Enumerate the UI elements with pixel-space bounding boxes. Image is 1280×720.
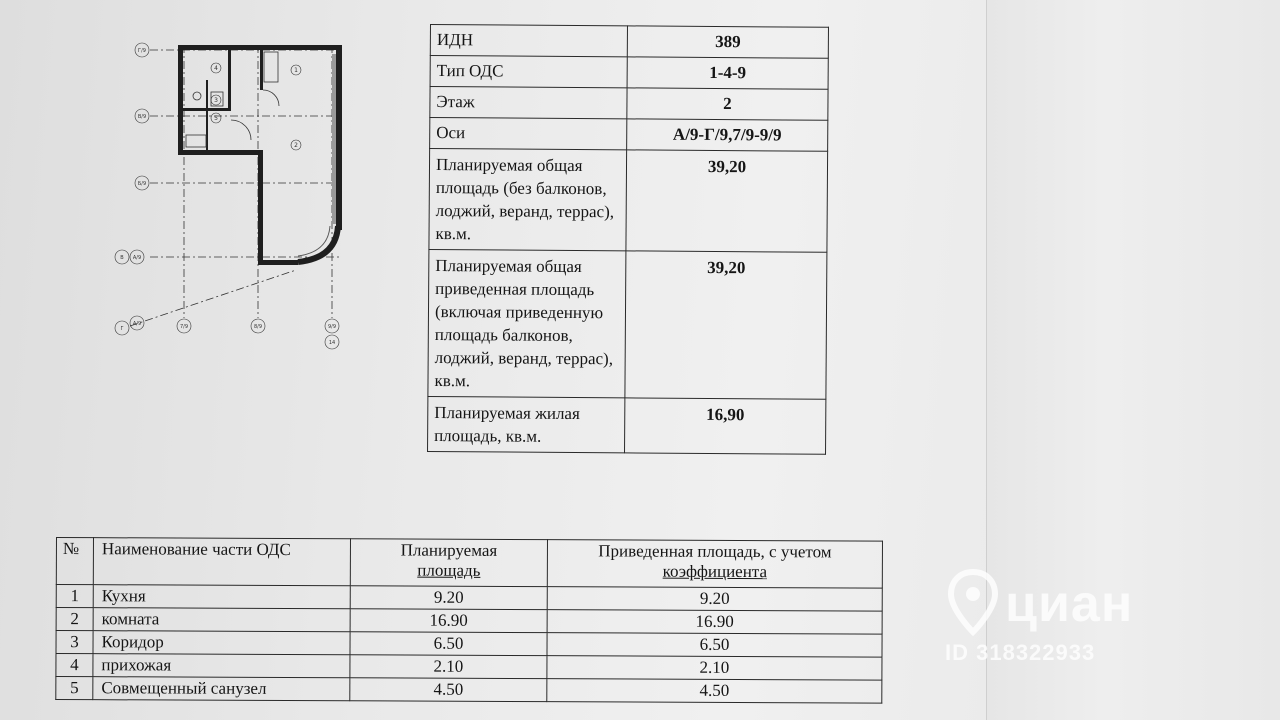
axis-label-b: Б/9 [137, 181, 147, 187]
info-row-floor [430, 87, 828, 121]
room-number-4: 4 [214, 65, 218, 72]
axis-label-14: 14 [328, 340, 336, 346]
apartment-info-table [427, 24, 829, 455]
row-number: 5 [56, 677, 93, 700]
info-label: Оси [430, 118, 627, 150]
column-header-area [350, 539, 547, 587]
header-area-line1: Планируемая [400, 540, 498, 560]
info-label: Этаж [430, 87, 627, 119]
info-label: Планируемая жилая площадь, кв.м. [428, 396, 625, 452]
row-number: 2 [56, 608, 93, 631]
watermark-listing-id: ID 318322933 [945, 640, 1096, 665]
axis-marker-v: В [120, 255, 124, 261]
room-area: 2.10 [350, 655, 547, 679]
info-value: 39,20 [626, 150, 828, 252]
row-number: 4 [56, 654, 93, 677]
room-reduced-area: 16.90 [547, 610, 882, 634]
room-name: прихожая [93, 654, 350, 678]
room-number-2: 2 [294, 142, 298, 149]
room-reduced-area: 2.10 [547, 656, 882, 680]
info-value: 2 [627, 88, 828, 120]
room-name: Совмещенный санузел [93, 677, 350, 701]
axis-label-v: В/9 [137, 114, 147, 120]
room-number-1: 1 [294, 67, 298, 74]
axis-label-a-lower: А/9 [132, 321, 142, 327]
row-number: 1 [56, 585, 93, 608]
room-area: 9.20 [350, 586, 547, 610]
room-area: 6.50 [350, 632, 547, 656]
axis-label-8: 8/9 [253, 324, 263, 330]
info-row-type [430, 56, 828, 90]
header-reduced-line1: Приведенная площадь, с учетом [598, 541, 832, 562]
axis-label-7: 7/9 [179, 324, 189, 330]
room-area: 4.50 [350, 678, 547, 702]
header-area-line2: площадь [417, 560, 481, 580]
column-header-reduced [547, 540, 882, 588]
rooms-table [55, 537, 883, 704]
rooms-header-row [56, 538, 882, 589]
room-name: комната [93, 608, 350, 632]
info-row-idn [430, 25, 828, 59]
info-value: А/9-Г/9,7/9-9/9 [627, 119, 828, 151]
info-value: 389 [627, 26, 828, 58]
location-pin-icon [945, 568, 1001, 640]
axis-marker-g: Г [120, 326, 124, 332]
info-value: 1-4-9 [627, 57, 828, 89]
info-row-living-area [428, 396, 826, 454]
room-reduced-area: 4.50 [547, 679, 882, 703]
room-name: Кухня [93, 585, 350, 609]
info-label: Тип ОДС [430, 56, 627, 88]
room-number-3: 3 [214, 97, 218, 104]
info-value: 16,90 [625, 398, 826, 454]
room-name: Коридор [93, 631, 350, 655]
column-header-name: Наименование части ОДС [93, 538, 350, 586]
room-number-5: 5 [214, 115, 218, 122]
watermark-brand: циан [1005, 575, 1134, 633]
room-reduced-area: 6.50 [547, 633, 882, 657]
info-row-reduced-area [428, 249, 827, 399]
cian-watermark [945, 568, 1265, 668]
axis-label-a: А/9 [132, 255, 142, 261]
row-number: 3 [56, 631, 93, 654]
info-row-axes [430, 118, 828, 152]
info-label: Планируемая общая приведенная площадь (включая приведенную площадь балконов, лоджий, веранд, террас), кв.м. [428, 249, 626, 397]
room-reduced-area: 9.20 [547, 587, 882, 611]
table-row [56, 677, 882, 704]
axis-label-9: 9/9 [327, 324, 337, 330]
info-value: 39,20 [625, 251, 827, 399]
header-reduced-line2: коэффициента [662, 561, 768, 582]
column-header-no: № [56, 538, 93, 585]
floor-plan [110, 30, 370, 360]
info-row-total-area [429, 149, 828, 253]
room-area: 16.90 [350, 609, 547, 633]
axis-label-g: Г/9 [138, 48, 146, 54]
info-label: Планируемая общая площадь (без балконов, лоджий, веранд, террас), кв.м. [429, 149, 627, 251]
info-label: ИДН [430, 25, 627, 57]
